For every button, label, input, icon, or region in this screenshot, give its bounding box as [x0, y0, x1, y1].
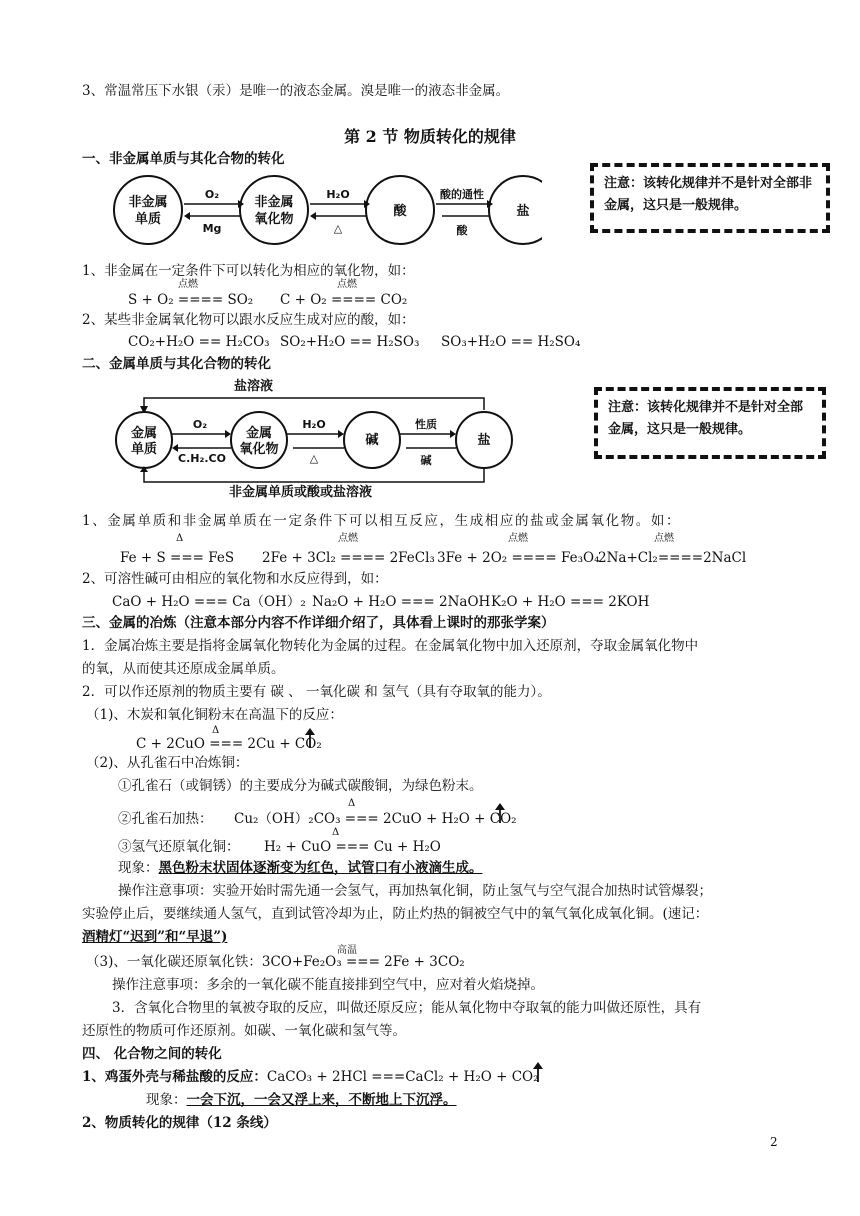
node-nonmetal-oxide — [240, 176, 308, 244]
part4-item1 — [82, 1068, 539, 1086]
svg-text:氧化物: 氧化物 — [254, 212, 294, 227]
note-box-metal: 注意：该转化规律并不是针对全部金属，这只是一般规律。 — [594, 387, 826, 459]
part1-heading: 一、非金属单质与其化合物的转化 — [82, 151, 285, 167]
part2-item1: 1、金属单质和非金属单质在一定条件下可以相互反应，生成相应的盐或金属氧化物。如： — [82, 513, 682, 529]
equation-na-cl2: 2Na+Cl₂====2NaCl — [598, 550, 747, 566]
part3-op3: 酒精灯“迟到”和“早退”) — [82, 929, 228, 945]
part3-p3b: 还原性的物质可作还原剂。如碳、一氧化碳和氢气等。 — [82, 1023, 406, 1039]
equation-cao-h2o: CaO + H₂O === Ca（OH）₂ — [112, 594, 306, 610]
condition-ignite: 点燃 — [338, 533, 358, 544]
svg-text:非金属: 非金属 — [254, 195, 294, 210]
part3-p1a: 1．金属冶炼主要是指将金属氧化物转化为金属的过程。在金属氧化物中加入还原剂，夺取金属氧化物中 — [82, 638, 699, 654]
part3-p1b: 的氧，从而使其还原成金属单质。 — [82, 661, 285, 677]
part3-s2: （2)、从孔雀石中冶炼铜： — [86, 755, 249, 771]
svg-text:单质: 单质 — [130, 442, 158, 457]
part3-s2b-label: ②孔雀石加热： — [118, 811, 213, 827]
equation-c-cuo: C + 2CuO === 2Cu + CO₂ — [136, 736, 322, 752]
svg-text:金属: 金属 — [130, 426, 158, 441]
condition-ignite: 点燃 — [178, 279, 198, 290]
part2-item2: 2、可溶性碱可由相应的氧化物和水反应得到，如： — [82, 571, 388, 587]
svg-text:酸: 酸 — [456, 224, 468, 237]
equation-na2o-h2o: Na₂O + H₂O === 2NaOH — [312, 594, 491, 610]
part3-s2c-label: ③氢气还原氧化铜： — [118, 839, 240, 855]
equation-h2-cuo: H₂ + CuO === Cu + H₂O — [264, 839, 441, 855]
note-box-nonmetal: 注意：该转化规律并不是针对全部非金属，这只是一般规律。 — [590, 163, 830, 233]
phenomenon-label: 现象： — [146, 1092, 187, 1108]
part1-item1: 1、非金属在一定条件下可以转化为相应的氧化物，如： — [82, 263, 415, 279]
diagram-top-label: 盐溶液 — [234, 379, 274, 394]
gas-up-arrow-icon — [304, 728, 316, 750]
equation-caco3-hcl: CaCO₃ + 2HCl ===CaCl₂ + H₂O + CO₂ — [266, 1069, 539, 1085]
condition-heat: Δ — [332, 827, 340, 838]
svg-text:H₂O: H₂O — [326, 188, 350, 201]
node-nonmetal-element — [114, 176, 182, 244]
condition-heat: Δ — [212, 725, 220, 736]
svg-text:O₂: O₂ — [192, 418, 208, 431]
svg-text:碱: 碱 — [420, 454, 432, 467]
svg-text:金属: 金属 — [245, 426, 273, 441]
part3-phenomenon — [118, 859, 483, 877]
svg-text:性质: 性质 — [415, 418, 437, 431]
part3-heading: 三、金属的冶炼（注意本部分内容不作详细介绍了，具体看上课时的那张学案） — [82, 615, 555, 631]
svg-text:酸: 酸 — [393, 204, 407, 219]
part3-s2a: ①孔雀石（或铜锈）的主要成分为碱式碳酸铜，为绿色粉末。 — [118, 778, 483, 794]
svg-text:Mg: Mg — [202, 222, 222, 235]
gas-up-arrow-icon — [494, 803, 506, 825]
condition-ignite: 点燃 — [337, 279, 357, 290]
gas-up-arrow-icon — [532, 1062, 544, 1084]
svg-text:酸的通性: 酸的通性 — [440, 188, 484, 201]
diagram-bottom-label: 非金属单质或酸或盐溶液 — [229, 485, 373, 500]
equation-so3-h2o: SO₃+H₂O == H₂SO₄ — [441, 334, 581, 350]
svg-text:单质: 单质 — [134, 212, 162, 227]
equation-c-o2: C + O₂ ==== CO₂ — [280, 292, 408, 308]
part2-heading: 二、金属单质与其化合物的转化 — [82, 356, 271, 372]
condition-heat: Δ — [176, 533, 184, 544]
metal-conversion-diagram — [114, 376, 524, 500]
condition-heat: Δ — [348, 798, 356, 809]
part3-p3a: 3．含氧化合物里的氧被夺取的反应，叫做还原反应；能从氧化物中夺取氧的能力叫做还原性，具有 — [112, 1000, 702, 1016]
equation-fe-s: Fe + S === FeS — [120, 550, 235, 566]
part4-item2: 2、物质转化的规律（12 条线） — [82, 1115, 277, 1131]
part3-op1: 操作注意事项：实验开始时需先通一会氢气，再加热氧化铜，防止氢气与空气混合加热时试管爆裂； — [118, 883, 712, 899]
svg-text:C.H₂.CO: C.H₂.CO — [178, 452, 226, 465]
equation-cu2oh2co3: Cu₂（OH）₂CO₃ === 2CuO + H₂O + CO₂ — [234, 811, 517, 827]
equation-so2-h2o: SO₂+H₂O == H₂SO₃ — [280, 334, 420, 350]
svg-text:△: △ — [309, 452, 319, 465]
phenomenon-label: 现象： — [118, 860, 159, 876]
svg-text:碱: 碱 — [365, 433, 379, 448]
part3-op2: 实验停止后，要继续通人氢气，直到试管冷却为止，防止灼热的铜被空气中的氧气氧化成氧化铜。(速记： — [82, 906, 709, 922]
equation-fe-o2: 3Fe + 2O₂ ==== Fe₃O₄ — [437, 550, 600, 566]
phenomenon-text: 黑色粉末状固体逐渐变为红色，试管口有小液滴生成。 — [158, 860, 483, 876]
svg-text:非金属: 非金属 — [128, 195, 168, 210]
condition-ignite: 点燃 — [508, 533, 528, 544]
part4-heading: 四、 化合物之间的转化 — [82, 1046, 222, 1062]
condition-high-temp: 高温 — [337, 945, 357, 956]
condition-ignite: 点燃 — [654, 533, 674, 544]
part4-phenomenon — [146, 1091, 457, 1109]
part3-s3-op: 操作注意事项：多余的一氧化碳不能直接排到空气中，应对着火焰烧掉。 — [112, 977, 544, 993]
part3-s3: （3)、一氧化碳还原氧化铁：3CO+Fe₂O₃ === 2Fe + 3CO₂ — [86, 954, 465, 970]
top-line: 3、常温常压下水银（汞）是唯一的液态金属。溴是唯一的液态非金属。 — [82, 83, 510, 99]
svg-text:盐: 盐 — [477, 433, 491, 448]
part3-p2: 2．可以作还原剂的物质主要有 碳 、 一氧化碳 和 氢气（具有夺取氧的能力）。 — [82, 684, 551, 700]
svg-text:氧化物: 氧化物 — [239, 442, 279, 457]
section-title: 第 2 节 物质转化的规律 — [344, 127, 516, 146]
equation-fe-cl2: 2Fe + 3Cl₂ ==== 2FeCl₃ — [262, 550, 435, 566]
nonmetal-conversion-diagram — [112, 172, 542, 248]
svg-text:O₂: O₂ — [204, 188, 220, 201]
equation-k2o-h2o: K₂O + H₂O === 2KOH — [491, 594, 650, 610]
part1-item2: 2、某些非金属氧化物可以跟水反应生成对应的酸，如： — [82, 312, 415, 328]
equation-co2-h2o: CO₂+H₂O == H₂CO₃ — [128, 334, 270, 350]
phenomenon-text: 一会下沉，一会又浮上来，不断地上下沉浮。 — [186, 1092, 457, 1108]
svg-text:H₂O: H₂O — [302, 418, 326, 431]
page-number: 2 — [770, 1135, 778, 1149]
item1-label: 1、鸡蛋外壳与稀盐酸的反应： — [82, 1069, 267, 1085]
svg-text:△: △ — [333, 222, 343, 235]
equation-s-o2: S + O₂ ==== SO₂ — [128, 292, 254, 308]
part3-s1: （1)、木炭和氧化铜粉末在高温下的反应： — [86, 707, 343, 723]
svg-text:盐: 盐 — [516, 204, 530, 219]
